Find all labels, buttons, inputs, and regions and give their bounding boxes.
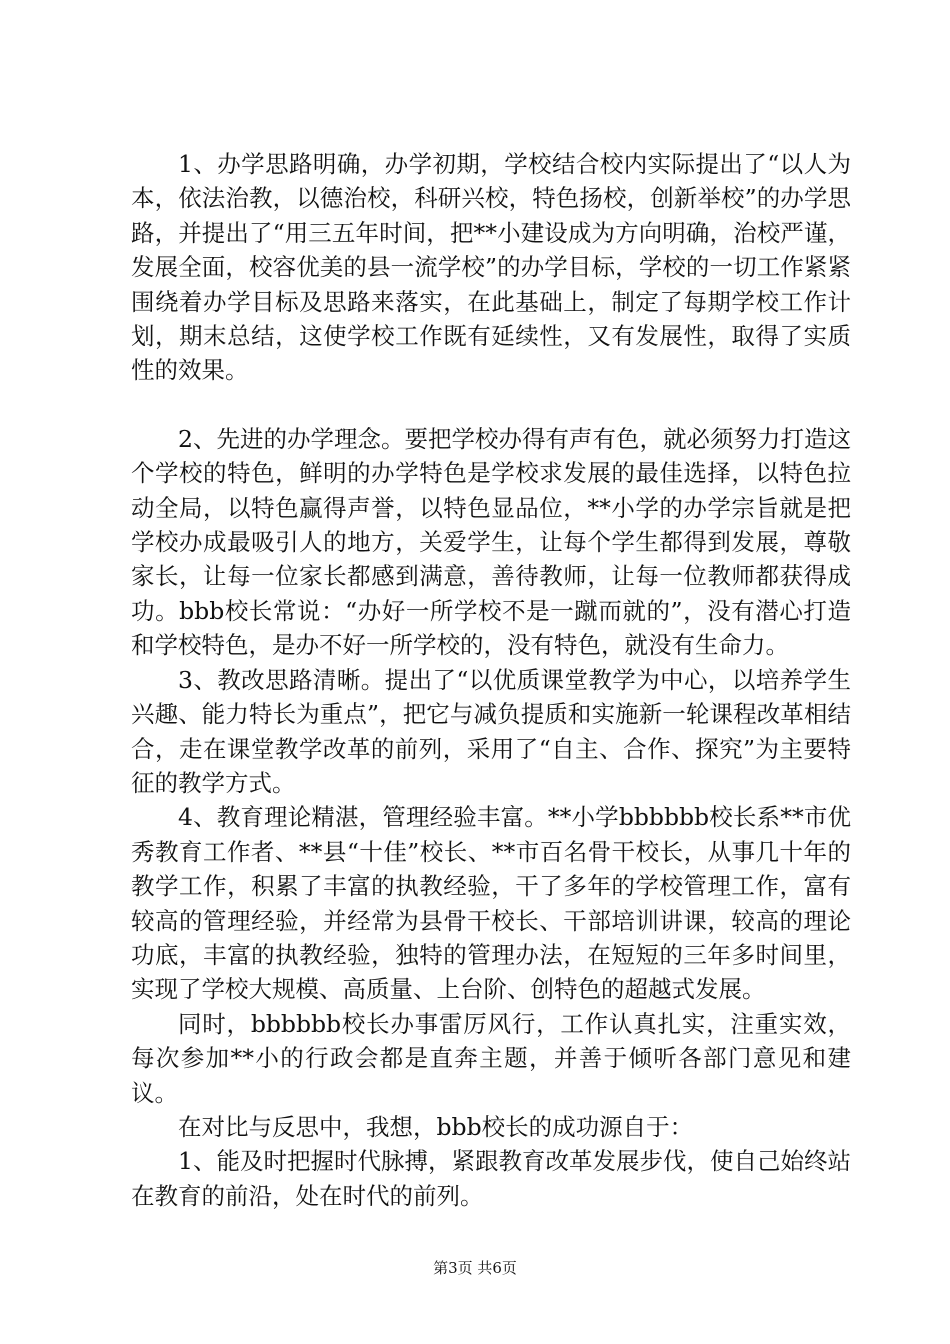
paragraph-principal-style: 同时，bbbbbb校长办事雷厉风行，工作认真扎实，注重实效，每次参加**小的行政会都是直奔主题，并善于倾听各部门意见和建议。	[131, 1009, 851, 1107]
paragraph-school-philosophy: 1、办学思路明确，办学初期，学校结合校内实际提出了“以人为本，依法治教，以德治校，科研兴校，特色扬校，创新举校”的办学思路，并提出了“用三五年时间，把**小建设成为方向明确，治校严谨，发展全面，校容优美的县一流学校”的办学目标，学校的一切工作紧紧围绕着办学目标及思路来落实，在此基础上，制定了每期学校工作计划，期末总结，这使学校工作既有延续性，又有发展性，取得了实质性的效果。	[131, 150, 851, 385]
paragraph-reflection-intro: 在对比与反思中，我想，bbb校长的成功源自于：	[178, 1112, 694, 1141]
paragraph-advanced-concept: 2、先进的办学理念。要把学校办得有声有色，就必须努力打造这个学校的特色，鲜明的办学特色是学校求发展的最佳选择，以特色拉动全局，以特色赢得声誉，以特色显品位，**小学的办学宗旨就是把学校办成最吸引人的地方，关爱学生，让每个学生都得到发展，尊敬家长，让每一位家长都感到满意，善待教师，让每一位教师都获得成功。bbb校长常说：“办好一所学校不是一蹴而就的”，没有潜心打造和学校特色，是办不好一所学校的，没有特色，就没有生命力。	[131, 424, 851, 660]
paragraph-reflection-point-1: 1、能及时把握时代脉搏，紧跟教育改革发展步伐，使自己始终站在教育的前沿，处在时代的前列。	[131, 1147, 851, 1210]
paragraph-spacer	[131, 388, 851, 422]
paragraph-teaching-reform: 3、教改思路清晰。提出了“以优质课堂教学为中心，以培养学生兴趣、能力特长为重点”，把它与减负提质和实施新一轮课程改革相结合，走在课堂教学改革的前列，采用了“自主、合作、探究”为主要特征的教学方式。	[131, 665, 851, 797]
page-number-footer: 第3页 共6页	[433, 1259, 517, 1277]
document-body	[131, 147, 851, 1213]
paragraph-theory-management: 4、教育理论精湛，管理经验丰富。**小学bbbbbb校长系**市优秀教育工作者、**县“十佳”校长、**市百名骨干校长，从事几十年的教学工作，积累了丰富的执教经验，干了多年的学校管理工作，富有较高的管理经验，并经常为县骨干校长、干部培训讲课，较高的理论功底，丰富的执教经验，独特的管理办法，在短短的三年多时间里，实现了学校大规模、高质量、上台阶、创特色的超越式发展。	[131, 803, 851, 1004]
